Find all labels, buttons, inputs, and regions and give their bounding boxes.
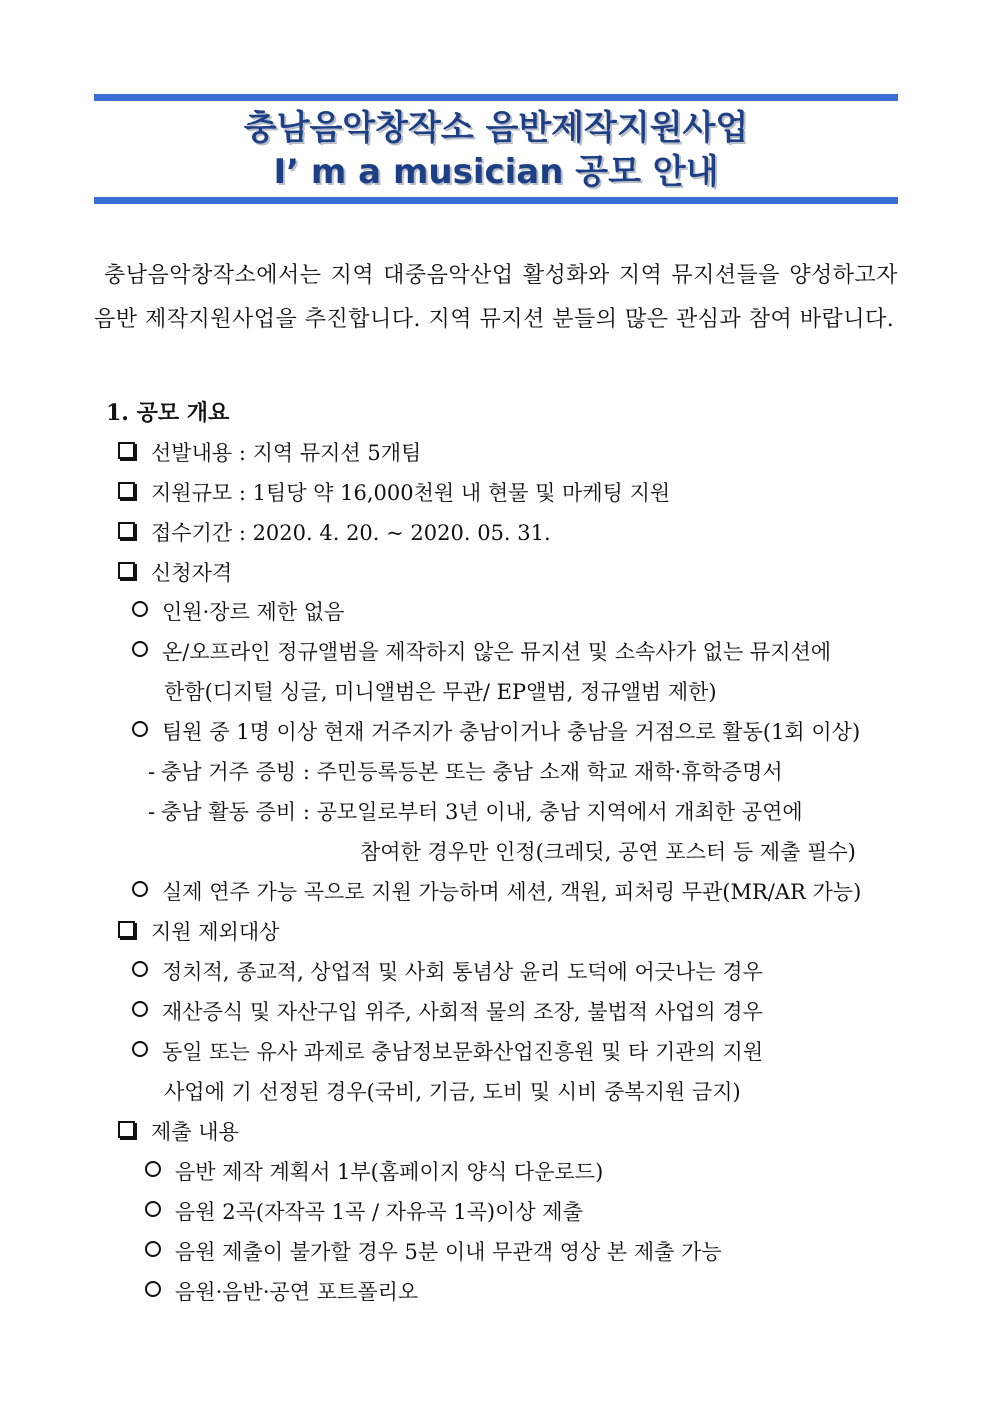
section-heading: 1. 공모 개요 [106, 400, 230, 426]
submission-item-3: 음원 제출이 불가할 경우 5분 이내 무관객 영상 본 제출 가능 [175, 1240, 722, 1264]
list-item [118, 558, 232, 588]
list-item [118, 438, 421, 468]
list-item [118, 478, 670, 508]
checkbox-bullet-icon [118, 482, 135, 499]
checkbox-bullet-icon [118, 921, 135, 938]
scale-text: 지원규모 : 1팀당 약 16,000천원 내 현물 및 마케팅 지원 [151, 481, 671, 505]
list-item [132, 877, 861, 907]
list-item [148, 797, 803, 827]
list-item [145, 1237, 722, 1267]
title-line-1: 충남음악창작소 음반제작지원사업 [243, 108, 749, 148]
eligibility-item-2-line-2: 한함(디지털 싱글, 미니앨범은 무관/ EP앨범, 정규앨범 제한) [164, 680, 717, 704]
circle-bullet-icon [132, 721, 148, 737]
list-item [145, 1197, 583, 1227]
eligibility-item-1: 인원·장르 제한 없음 [162, 600, 345, 624]
list-item [132, 957, 763, 987]
intro-paragraph: 충남음악창작소에서는 지역 대중음악산업 활성화와 지역 뮤지션들을 양성하고자 음반 제작지원사업을 추진합니다. 지역 뮤지션 분들의 많은 관심과 참여 바랍니다. [94, 263, 898, 332]
circle-bullet-icon [132, 961, 148, 977]
list-item [132, 717, 860, 747]
circle-bullet-icon [132, 601, 148, 617]
eligibility-item-4: 실제 연주 가능 곡으로 지원 가능하며 세션, 객원, 피처링 무관(MR/AR 가능) [162, 880, 862, 904]
circle-bullet-icon [132, 1041, 148, 1057]
exclusions-item-1: 정치적, 종교적, 상업적 및 사회 통념상 윤리 도덕에 어긋나는 경우 [162, 960, 763, 984]
checkbox-bullet-icon [118, 442, 135, 459]
eligibility-sub-1: 충남 거주 증빙 : 주민등록등본 또는 충남 소재 학교 재학·휴학증명서 [161, 760, 783, 784]
submission-label: 제출 내용 [151, 1120, 239, 1144]
list-item [118, 1117, 239, 1147]
eligibility-sub-2-line-1: 충남 활동 증비 : 공모일로부터 3년 이내, 충남 지역에서 개최한 공연에 [161, 800, 803, 824]
dash-bullet: - [148, 760, 156, 784]
eligibility-item-3: 팀원 중 1명 이상 현재 거주지가 충남이거나 충남을 거점으로 활동(1회 이상) [162, 720, 861, 744]
circle-bullet-icon [145, 1201, 161, 1217]
document-title [94, 106, 898, 194]
title-top-rule [94, 94, 898, 101]
circle-bullet-icon [132, 881, 148, 897]
circle-bullet-icon [145, 1161, 161, 1177]
dash-bullet: - [148, 800, 156, 824]
list-item [132, 997, 763, 1027]
exclusions-label: 지원 제외대상 [151, 920, 280, 944]
checkbox-bullet-icon [118, 1121, 135, 1138]
circle-bullet-icon [132, 641, 148, 657]
list-item [132, 597, 344, 627]
submission-item-1: 음반 제작 계획서 1부(홈페이지 양식 다운로드) [175, 1160, 604, 1184]
eligibility-label: 신청자격 [151, 561, 233, 585]
list-item [118, 917, 279, 947]
checkbox-bullet-icon [118, 562, 135, 579]
circle-bullet-icon [145, 1241, 161, 1257]
list-item [148, 757, 783, 787]
list-item [118, 518, 551, 548]
list-item [145, 1157, 603, 1187]
list-item [132, 637, 831, 667]
exclusions-item-3-line-1: 동일 또는 유사 과제로 충남정보문화산업진흥원 및 타 기관의 지원 [162, 1040, 764, 1064]
exclusions-item-2: 재산증식 및 자산구입 위주, 사회적 물의 조장, 불법적 사업의 경우 [162, 1000, 763, 1024]
list-item [132, 1037, 763, 1067]
period-text: 접수기간 : 2020. 4. 20. ~ 2020. 05. 31. [151, 521, 551, 545]
eligibility-item-2-line-1: 온/오프라인 정규앨범을 제작하지 않은 뮤지션 및 소속사가 없는 뮤지션에 [162, 640, 832, 664]
eligibility-sub-2-line-2: 참여한 경우만 인정(크레딧, 공연 포스터 등 제출 필수) [360, 840, 856, 864]
submission-item-4: 음원·음반·공연 포트폴리오 [175, 1280, 419, 1304]
title-bottom-rule [94, 197, 898, 204]
exclusions-item-3-line-2: 사업에 기 선정된 경우(국비, 기금, 도비 및 시비 중복지원 금지) [164, 1080, 741, 1104]
list-item [145, 1277, 418, 1307]
checkbox-bullet-icon [118, 522, 135, 539]
circle-bullet-icon [132, 1001, 148, 1017]
circle-bullet-icon [145, 1281, 161, 1297]
title-line-2: I’ m a musician 공모 안내 [273, 152, 719, 192]
submission-item-2: 음원 2곡(자작곡 1곡 / 자유곡 1곡)이상 제출 [175, 1200, 583, 1224]
selection-text: 선발내용 : 지역 뮤지션 5개팀 [151, 441, 422, 465]
